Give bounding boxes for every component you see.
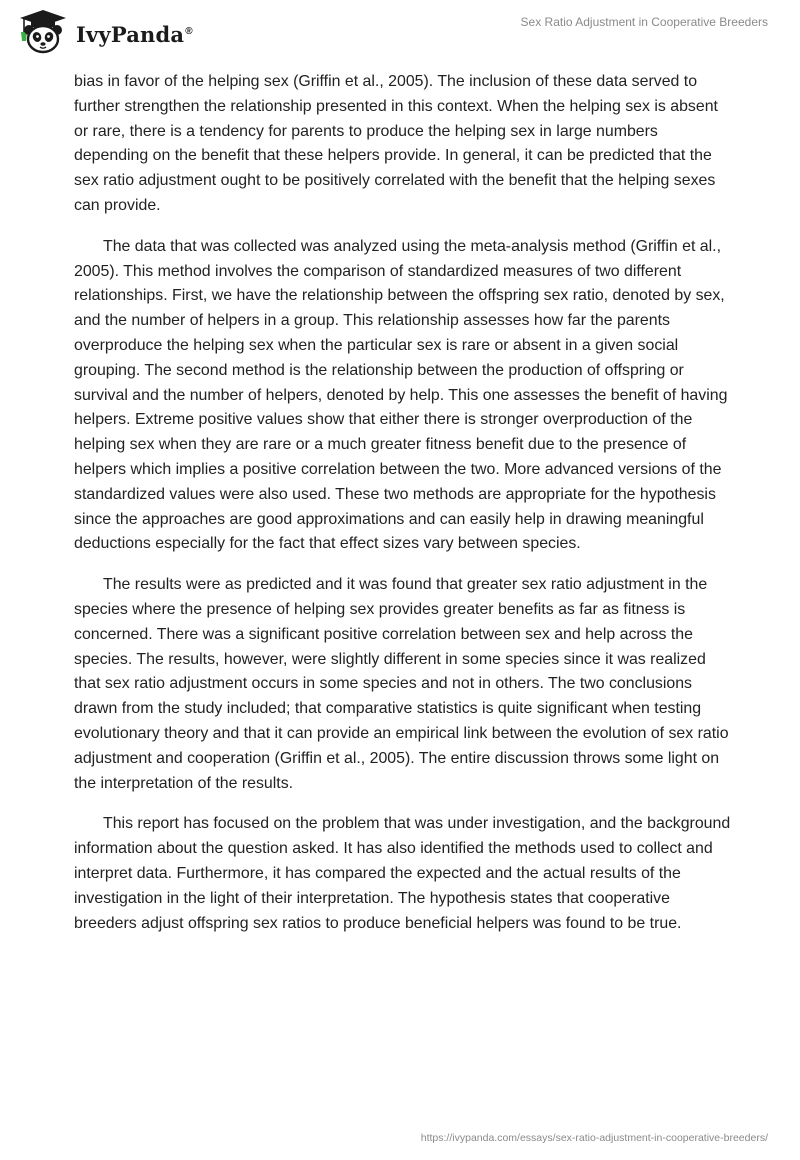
logo-wordmark — [76, 22, 193, 47]
source-url-link[interactable]: https://ivypanda.com/essays/sex-ratio-adjustment-in-cooperative-breeders/ — [420, 1132, 768, 1144]
paragraph-2: The data that was collected was analyzed using the meta-analysis method (Griffin et al., 2005). This method involves the comparison of standardized measures of two different relationships. First, we have the relationship between the offspring sex ratio, denoted by sex, and the number of helpers in a group. This relationship assesses how far the parents overproduce the helping sex when the particular sex is rare or absent in a given social grouping. The second method is the relationship between the production of offspring or survival and the number of helpers, denoted by help. This one assesses the benefit of having helpers. Extreme positive values show that either there is stronger overproduction of the helping sex when they are rare or a much greater fitness benefit due to the presence of helpers which implies a positive correlation between the two. More advanced versions of the standardized values were also used. These two methods are appropriate for the hypothesis since the approaches are good approximations and can easily help in drawing meaningful deductions especially for the fact that effect sizes vary between species. — [74, 237, 728, 553]
ivypanda-logo[interactable] — [16, 8, 193, 56]
logo-registered-mark: ® — [185, 25, 193, 37]
logo-text: IvyPanda — [76, 21, 185, 47]
panda-graduate-icon — [16, 8, 70, 56]
paragraph-3: The results were as predicted and it was found that greater sex ratio adjustment in the species where the presence of helping sex provides greater benefits as far as fitness is concerned. There was a significant positive correlation between sex and help across the species. The results, however, were slightly different in some species since it was realized that sex ratio adjustment occurs in some species and not in others. The two conclusions drawn from the study included; that comparative statistics is quite significant when testing evolutionary theory and that it can provide an empirical link between the evolution of sex ratio adjustment and cooperation (Griffin et al., 2005). The entire discussion throws some light on the interpretation of the results. — [74, 576, 729, 792]
essay-body — [74, 70, 734, 952]
paragraph-1: bias in favor of the helping sex (Griffin et al., 2005). The inclusion of these data served to further strengthen the relationship presented in this context. When the helping sex is absent or rare, there is a tendency for parents to produce the helping sex in large numbers depending on the benefit that these helpers provide. In general, it can be predicted that the sex ratio adjustment ought to be positively correlated with the benefit that the helping sexes can provide. — [74, 73, 718, 214]
paragraph-4: This report has focused on the problem that was under investigation, and the background information about the question asked. It has also identified the methods used to collect and interpret data. Furthermore, it has compared the expected and the actual results of the investigation in the light of their interpretation. The hypothesis states that cooperative breeders adjust offspring sex ratios to produce beneficial helpers was found to be true. — [74, 815, 731, 932]
document-title: Sex Ratio Adjustment in Cooperative Breeders — [520, 15, 768, 29]
page-header — [0, 0, 800, 64]
